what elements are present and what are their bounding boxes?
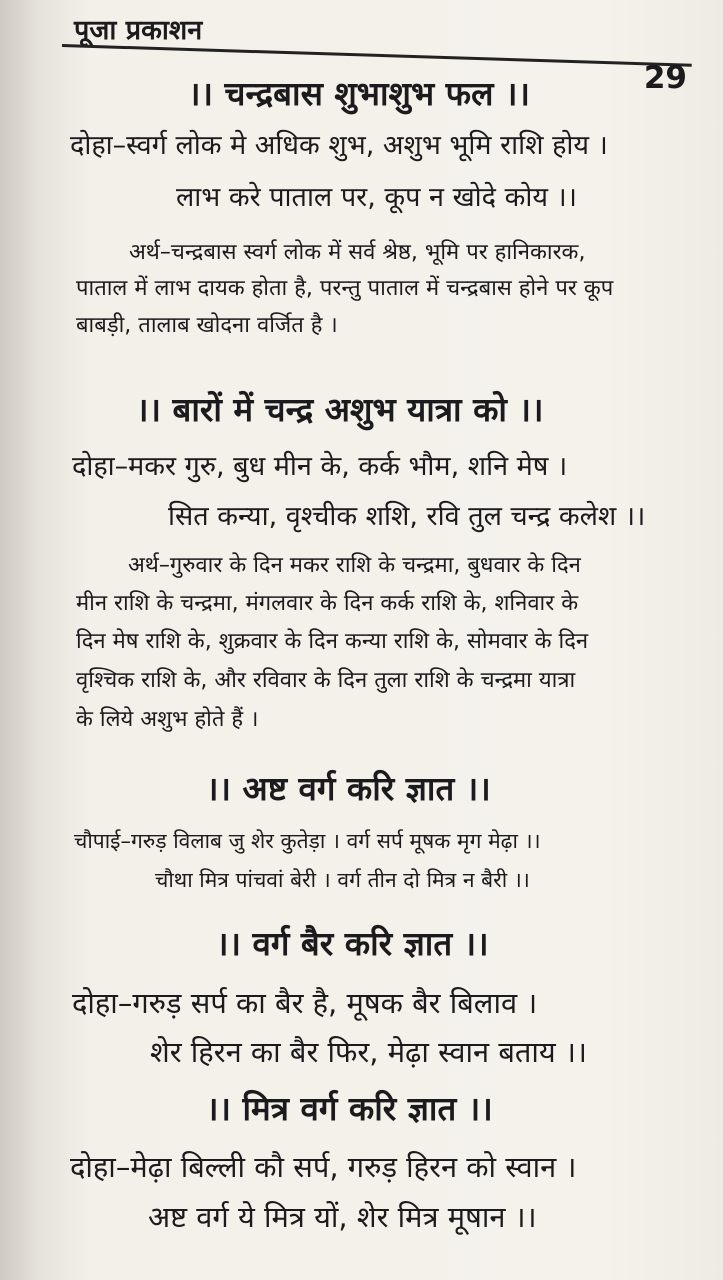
verse-line: चौथा मित्र पांचवां बेरी । वर्ग तीन दो मित्र न बैरी ।। [155,868,530,892]
meaning-line: दिन मेष राशि के, शुक्रवार के दिन कन्या राशि के, सोमवार के दिन [76,629,589,654]
section-heading: ।। चन्द्रबास शुभाशुभ फल ।। [188,74,530,113]
verse-line: चौपाई–गरुड़ विलाब जु शेर कुतेड़ा । वर्ग सर्प मूषक मृग मेढ़ा ।। [74,829,541,853]
verse-line: दोहा–स्वर्ग लोक मे अधिक शुभ, अशुभ भूमि राशि होय । [70,130,608,161]
section-heading: ।। मित्र वर्ग करि ज्ञात ।। [206,1089,493,1128]
verse-line: दोहा–मेढ़ा बिल्ली कौ सर्प, गरुड़ हिरन को स्वान । [70,1150,577,1184]
meaning-line: बाबड़ी, तालाब खोदना वर्जित है । [76,313,338,338]
page-number: 29 [643,60,687,96]
meaning-line: अर्थ–चन्द्रबास स्वर्ग लोक में सर्व श्रेष्ठ, भूमि पर हानिकारक, [129,240,586,265]
verse-line: शेर हिरन का बैर फिर, मेढ़ा स्वान बताय ।। [150,1035,587,1069]
section-heading: ।। बारों में चन्द्र अशुभ यात्रा को ।। [136,390,544,429]
header-rule [62,44,692,67]
verse-line: दोहा–गरुड़ सर्प का बैर है, मूषक बैर बिलाव । [72,986,538,1020]
verse-line: लाभ करे पाताल पर, कूप न खोदे कोय ।। [176,182,578,213]
verse-line: दोहा–मकर गुरु, बुध मीन के, कर्क भौम, शनि मेष । [72,451,568,482]
meaning-line: पाताल में लाभ दायक होता है, परन्तु पाताल में चन्द्रबास होने पर कूप [76,276,614,301]
verse-line: अष्ट वर्ग ये मित्र यों, शेर मित्र मूषान ।। [148,1200,537,1234]
meaning-line: वृश्चिक राशि के, और रविवार के दिन तुला राशि के चन्द्रमा यात्रा [76,668,576,693]
meaning-line: मीन राशि के चन्द्रमा, मंगलवार के दिन कर्क राशि के, शनिवार के [76,591,579,616]
section-heading: ।। अष्ट वर्ग करि ज्ञात ।। [206,769,491,808]
meaning-line: अर्थ–गुरुवार के दिन मकर राशि के चन्द्रमा, बुधवार के दिन [128,553,581,578]
running-header: पूजा प्रकाशन [74,15,203,46]
meaning-line: के लिये अशुभ होते हैं । [76,707,259,732]
verse-line: सित कन्या, वृश्चीक शशि, रवि तुल चन्द्र कलेश ।। [168,501,646,532]
section-heading: ।। वर्ग बैर करि ज्ञात ।। [216,924,489,963]
